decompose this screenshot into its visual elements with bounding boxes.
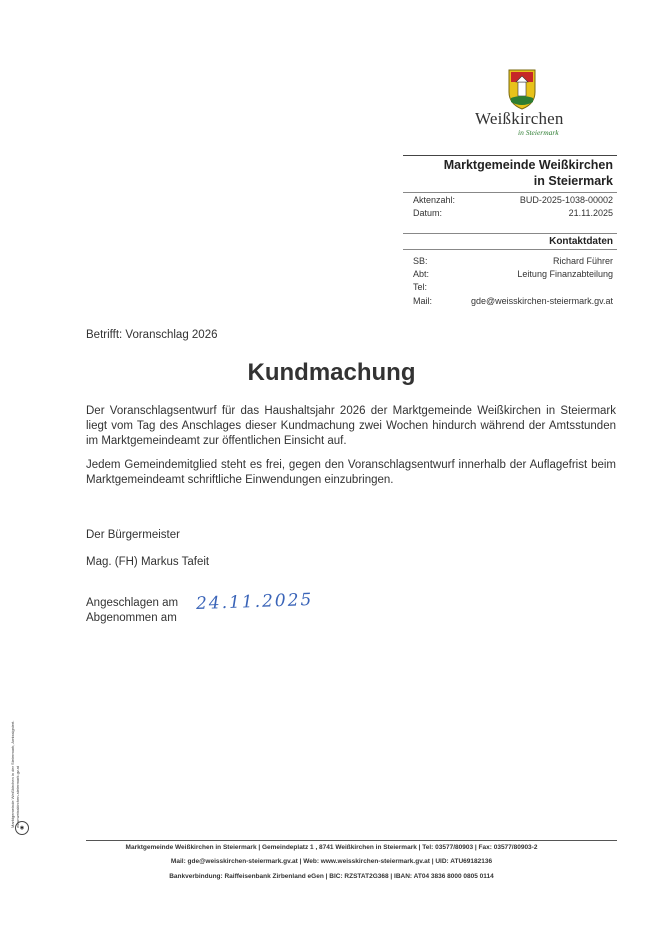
- stamp-text-line1: Marktgemeinde Weißkirchen in der Steiermark, Amtssigniert.: [10, 720, 15, 828]
- mail-value[interactable]: gde@weisskirchen-steiermark.gv.at: [470, 296, 613, 306]
- stamp-text-line2: www.weisskirchen-steiermark.gv.at: [15, 766, 20, 828]
- stamp-text: [10, 678, 20, 828]
- body-paragraph-1: Der Voranschlagsentwurf für das Haushaltsjahr 2026 der Marktgemeinde Weißkirchen in Steiermark liegt vom Tag des Anschlages dieser Kundmachung zwei Wochen hindurch während der Amtsstunden im Marktgemeindeamt zur öffentlichen Einsicht auf.: [86, 405, 616, 447]
- org-name-line2: in Steiermark: [533, 174, 613, 188]
- posted-label: Angeschlagen am: [86, 597, 179, 609]
- body-paragraph-2: Jedem Gemeindemitglied steht es frei, gegen den Voranschlagsentwurf innerhalb der Auflagefrist beim Marktgemeindeamt schriftliche Einwendungen einzubringen.: [86, 459, 616, 486]
- aktenzahl-value: BUD-2025-1038-00002: [519, 195, 613, 205]
- footer-line-3: Bankverbindung: Raiffeisenbank Zirbenland eGen | BIC: RZSTAT2G368 | IBAN: AT04 3836 8000 0805 0114: [169, 873, 494, 880]
- removed-label: Abgenommen am: [86, 612, 177, 624]
- abt-label: Abt:: [413, 269, 430, 279]
- posted-date-handwritten: 24.11.2025: [195, 589, 314, 615]
- kontakt-bottom-rule: [403, 249, 617, 250]
- stamp-seal-icon: ◉: [15, 821, 29, 835]
- signature-stamp: [8, 690, 30, 840]
- abt-value: Leitung Finanzabteilung: [517, 269, 613, 279]
- mail-label: Mail:: [413, 296, 433, 306]
- footer-line-2: Mail: gde@weisskirchen-steiermark.gv.at | Web: www.weisskirchen-steiermark.gv.at | UID: ATU69182136: [170, 858, 493, 865]
- signatory-role: Der Bürgermeister: [86, 529, 180, 541]
- footer-rule: [86, 840, 617, 841]
- coat-of-arms-icon: [507, 68, 537, 110]
- subject-line: Betrifft: Voranschlag 2026: [86, 329, 218, 341]
- sb-label: SB:: [413, 256, 428, 266]
- signatory-name: Mag. (FH) Markus Tafeit: [86, 556, 210, 568]
- aktenzahl-label: Aktenzahl:: [413, 195, 456, 205]
- info-top-rule: [403, 155, 617, 156]
- document-title: Kundmachung: [247, 359, 416, 386]
- logo-subtitle: in Steiermark: [518, 128, 559, 137]
- org-name-line1: Marktgemeinde Weißkirchen: [443, 158, 613, 172]
- datum-value: 21.11.2025: [568, 208, 613, 218]
- tel-label: Tel:: [413, 282, 428, 292]
- sb-value: Richard Führer: [552, 256, 613, 266]
- info-divider: [403, 192, 617, 193]
- logo-wordmark: Weißkirchen: [475, 109, 564, 128]
- footer-line-1: Marktgemeinde Weißkirchen in Steiermark | Gemeindeplatz 1 , 8741 Weißkirchen in Steiermark | Tel: 03577/80903 | Fax: 03577/80903-2: [125, 844, 538, 851]
- kontakt-top-rule: [403, 233, 617, 234]
- kontakt-heading: Kontaktdaten: [549, 236, 613, 247]
- datum-label: Datum:: [413, 208, 443, 218]
